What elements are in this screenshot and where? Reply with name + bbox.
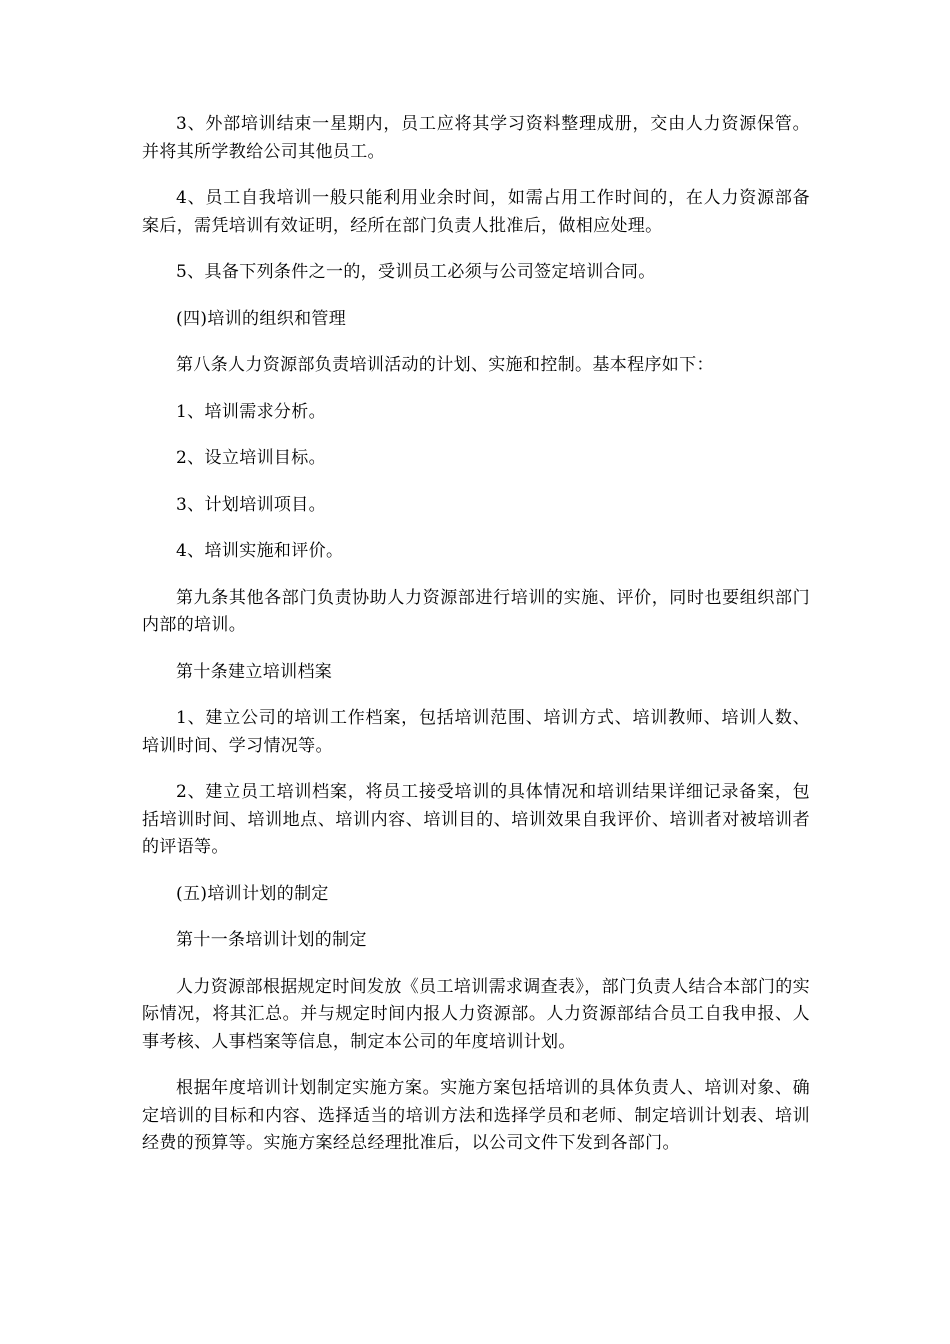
article-heading: 第十条建立培训档案 (176, 661, 333, 682)
section-heading: (五)培训计划的制定 (176, 883, 329, 904)
paragraph: 第八条人力资源部负责培训活动的计划、实施和控制。基本程序如下： (176, 355, 714, 375)
document-page (142, 111, 810, 1177)
list-item: 4、培训实施和评价。 (176, 541, 344, 561)
paragraph: 5、具备下列条件之一的，受训员工必须与公司签定培训合同。 (176, 262, 656, 282)
paragraph: 第九条其他各部门负责协助人力资源部进行培训的实施、评价，同时也要组织部门内部的培训。 (142, 587, 810, 635)
list-item: 3、计划培训项目。 (176, 494, 326, 515)
paragraph: 1、建立公司的培训工作档案，包括培训范围、培训方式、培训教师、培训人数、培训时间、学习情况等。 (142, 708, 810, 756)
section-heading: (四)培训的组织和管理 (176, 308, 347, 329)
paragraph: 4、员工自我培训一般只能利用业余时间，如需占用工作时间的，在人力资源部备案后，需凭培训有效证明，经所在部门负责人批准后，做相应处理。 (142, 188, 810, 236)
paragraph: 2、建立员工培训档案，将员工接受培训的具体情况和培训结果详细记录备案，包括培训时间、培训地点、培训内容、培训目的、培训效果自我评价、培训者对被培训者的评语等。 (142, 782, 810, 857)
paragraph: 3、外部培训结束一星期内，员工应将其学习资料整理成册，交由人力资源保管。并将其所学教给公司其他员工。 (142, 114, 810, 162)
article-heading: 第十一条培训计划的制定 (176, 930, 367, 950)
paragraph: 人力资源部根据规定时间发放《员工培训需求调查表》，部门负责人结合本部门的实际情况，将其汇总。并与规定时间内报人力资源部。人力资源部结合员工自我申报、人事考核、人事档案等信息，制定本公司的年度培训计划。 (142, 976, 810, 1052)
list-item: 2、设立培训目标。 (176, 448, 326, 468)
list-item: 1、培训需求分析。 (176, 401, 326, 422)
paragraph: 根据年度培训计划制定实施方案。实施方案包括培训的具体负责人、培训对象、确定培训的目标和内容、选择适当的培训方法和选择学员和老师、制定培训计划表、培训经费的预算等。实施方案经总经理批准后，以公司文件下发到各部门。 (142, 1078, 810, 1153)
